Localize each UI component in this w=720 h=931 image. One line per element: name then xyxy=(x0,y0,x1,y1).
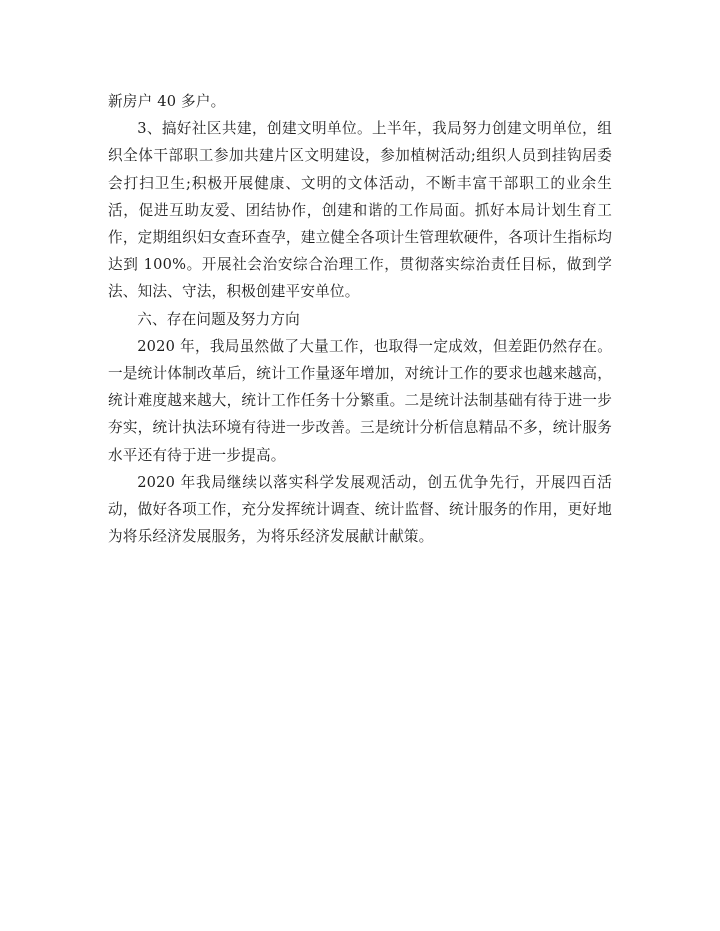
paragraph-problems: 2020 年，我局虽然做了大量工作，也取得一定成效，但差距仍然存在。一是统计体制改革后，统计工作量逐年增加，对统计工作的要求也越来越高，统计难度越来越大，统计工作任务十分繁重。二是统计法制基础有待于进一步夯实，统计执法环境有待进一步改善。三是统计分析信息精品不多，统计服务水平还有待于进一步提高。 xyxy=(108,337,612,464)
paragraph-continuation: 新房户 40 多户。 xyxy=(108,93,226,110)
paragraph-community-building: 3、搞好社区共建，创建文明单位。上半年，我局努力创建文明单位，组织全体干部职工参加共建片区文明建设，参加植树活动;组织人员到挂钩居委会打扫卫生;积极开展健康、文明的文体活动，不断丰富干部职工的业余生活，促进互助友爱、团结协作，创建和谐的工作局面。抓好本局计划生育工作，定期组织妇女查环查孕，建立健全各项计生管理软硬件，各项计生指标均达到 100%。开展社会治安综合治理工作，贯彻落实综治责任目标，做到学法、知法、守法，积极创建平安单位。 xyxy=(108,120,612,301)
section-heading-problems: 六、存在问题及努力方向 xyxy=(137,310,300,328)
paragraph-direction: 2020 年我局继续以落实科学发展观活动，创五优争先行，开展四百活动，做好各项工作，充分发挥统计调查、统计监督、统计服务的作用，更好地为将乐经济发展服务，为将乐经济发展献计献策。 xyxy=(108,473,612,546)
document-body xyxy=(108,88,612,550)
